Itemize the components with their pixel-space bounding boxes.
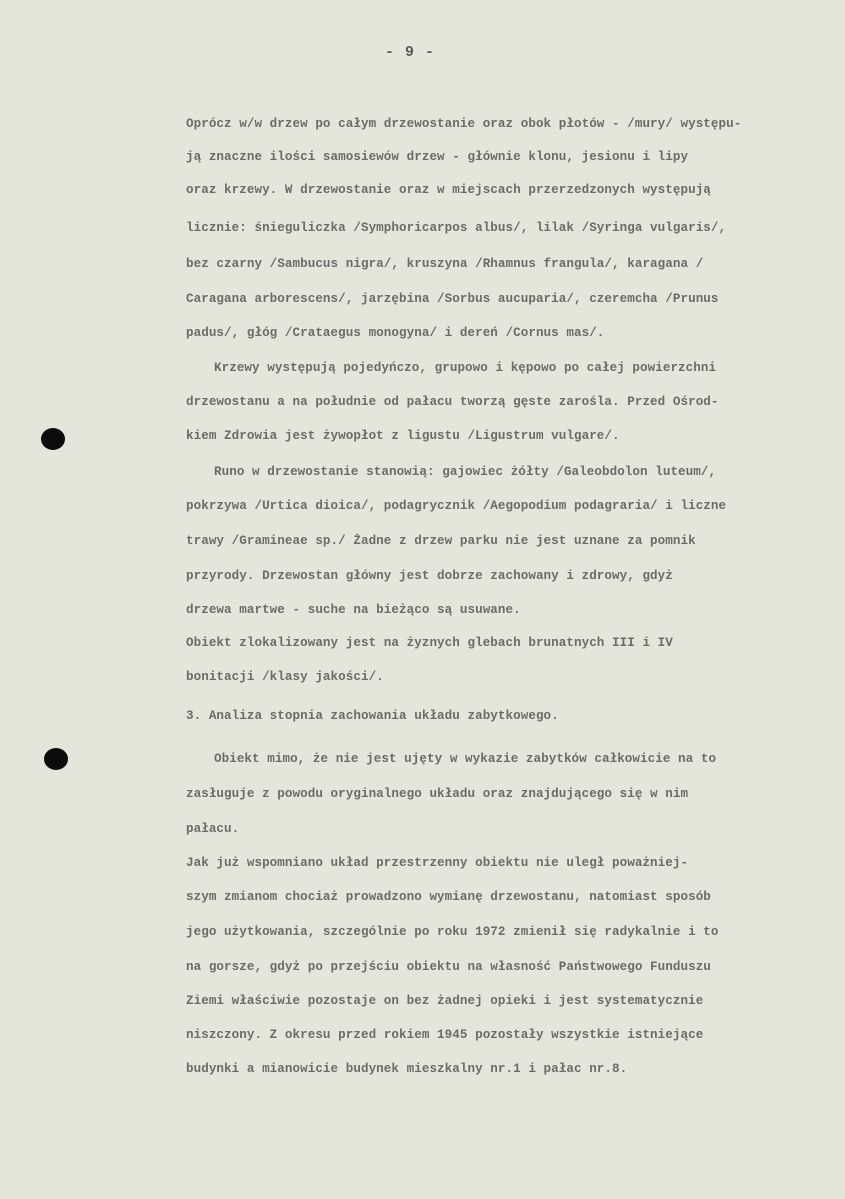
punch-hole-bottom — [44, 748, 68, 770]
text-line: Runo w drzewostanie stanowią: gajowiec żółty /Galeobdolon luteum/, — [214, 465, 717, 479]
text-line: oraz krzewy. W drzewostanie oraz w miejscach przerzedzonych występują — [186, 183, 711, 197]
text-line: budynki a mianowicie budynek mieszkalny nr.1 i pałac nr.8. — [186, 1062, 628, 1076]
text-line: na gorsze, gdyż po przejściu obiektu na własność Państwowego Funduszu — [186, 960, 711, 974]
page-number: - 9 - — [384, 44, 435, 61]
text-line: padus/, głóg /Crataegus monogyna/ i dereń /Cornus mas/. — [186, 326, 605, 340]
text-line: Obiekt mimo, że nie jest ujęty w wykazie zabytków całkowicie na to — [214, 752, 717, 766]
text-line: zasługuje z powodu oryginalnego układu oraz znajdującego się w nim — [186, 787, 689, 801]
text-line: Obiekt zlokalizowany jest na żyznych glebach brunatnych III i IV — [186, 636, 673, 650]
text-line: drzewostanu a na południe od pałacu tworzą gęste zarośla. Przed Ośrod- — [186, 395, 719, 409]
text-line: niszczony. Z okresu przed rokiem 1945 pozostały wszystkie istniejące — [186, 1028, 704, 1042]
text-line: kiem Zdrowia jest żywopłot z ligustu /Ligustrum vulgare/. — [186, 429, 620, 443]
text-line: Caragana arborescens/, jarzębina /Sorbus aucuparia/, czeremcha /Prunus — [186, 292, 719, 306]
text-line: trawy /Gramineae sp./ Żadne z drzew parku nie jest uznane za pomnik — [186, 534, 696, 548]
text-line: przyrody. Drzewostan główny jest dobrze zachowany i zdrowy, gdyż — [186, 569, 673, 583]
text-line: Krzewy występują pojedyńczo, grupowo i kępowo po całej powierzchni — [214, 361, 717, 375]
punch-hole-top — [41, 428, 65, 450]
text-line: pałacu. — [186, 822, 240, 836]
text-line: szym zmianom chociaż prowadzono wymianę drzewostanu, natomiast sposób — [186, 890, 711, 904]
section-heading: 3. Analiza stopnia zachowania układu zabytkowego. — [186, 709, 559, 723]
text-line: bonitacji /klasy jakości/. — [186, 670, 384, 684]
text-line: Ziemi właściwie pozostaje on bez żadnej opieki i jest systematycznie — [186, 994, 704, 1008]
text-line: Jak już wspomniano układ przestrzenny obiektu nie uległ poważniej- — [186, 856, 689, 870]
text-line: licznie: śnieguliczka /Symphoricarpos albus/, lilak /Syringa vulgaris/, — [186, 221, 727, 235]
text-line: pokrzywa /Urtica dioica/, podagrycznik /Aegopodium podagraria/ i liczne — [186, 499, 727, 513]
text-line: drzewa martwe - suche na bieżąco są usuwane. — [186, 603, 521, 617]
text-line: Oprócz w/w drzew po całym drzewostanie oraz obok płotów - /mury/ występu- — [186, 117, 742, 131]
text-line: bez czarny /Sambucus nigra/, kruszyna /Rhamnus frangula/, karagana / — [186, 257, 704, 271]
text-line: jego użytkowania, szczególnie po roku 1972 zmienił się radykalnie i to — [186, 925, 719, 939]
text-line: ją znaczne ilości samosiewów drzew - głównie klonu, jesionu i lipy — [186, 150, 689, 164]
